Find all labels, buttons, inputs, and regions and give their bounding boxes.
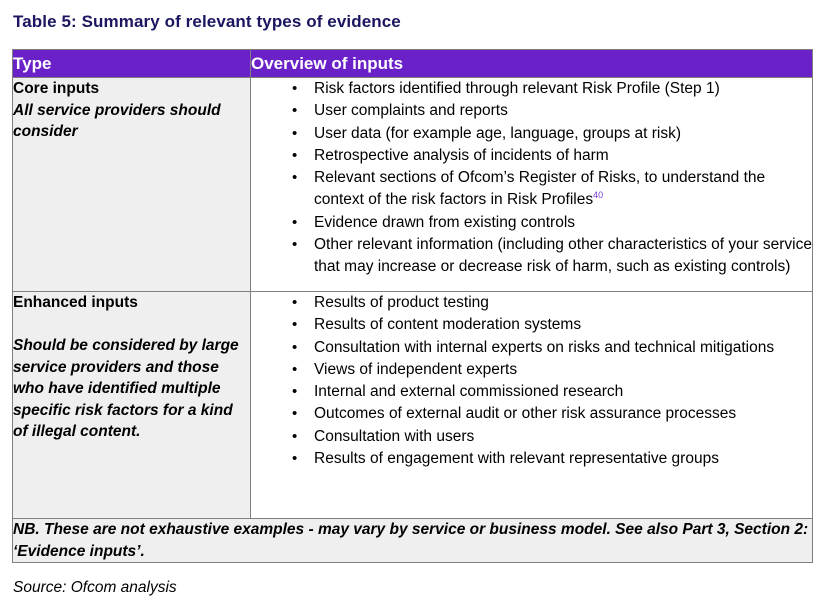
inputs-cell-core xyxy=(251,78,813,292)
header-type: Type xyxy=(13,50,251,78)
list-item: • Risk factors identified through relevant Risk Profile (Step 1) xyxy=(251,78,812,100)
table-row-note xyxy=(13,519,813,563)
list-item: • Consultation with users xyxy=(251,426,812,448)
list-item: • Results of product testing xyxy=(251,292,812,314)
list-item: • Retrospective analysis of incidents of harm xyxy=(251,145,812,167)
table-title: Table 5: Summary of relevant types of evidence xyxy=(13,12,401,31)
list-item: • Consultation with internal experts on risks and technical mitigations xyxy=(251,337,812,359)
header-overview: Overview of inputs xyxy=(251,50,813,78)
table-header-row xyxy=(13,50,813,78)
list-item: • Outcomes of external audit or other risk assurance processes xyxy=(251,403,812,425)
table-note: NB. These are not exhaustive examples - may vary by service or business model. See also Part 3, Section 2: ‘Evidence inputs’. xyxy=(13,519,813,563)
list-item: • Views of independent experts xyxy=(251,359,812,381)
footnote-ref[interactable]: 40 xyxy=(593,190,604,201)
row-name: Enhanced inputs xyxy=(13,294,138,311)
table-row-enhanced-inputs xyxy=(13,292,813,519)
evidence-table xyxy=(12,49,813,563)
list-item: • Evidence drawn from existing controls xyxy=(251,212,812,234)
list-item: • Results of engagement with relevant representative groups xyxy=(251,448,812,470)
list-item: • Relevant sections of Ofcom’s Register of Risks, to understand the context of the risk factors in Risk Profiles$^{40}$ xyxy=(251,167,812,212)
list-item: • Results of content moderation systems xyxy=(251,314,812,336)
row-description: All service providers should consider xyxy=(13,101,221,140)
source-caption: Source: Ofcom analysis xyxy=(13,579,177,596)
enhanced-input-list xyxy=(251,292,812,470)
type-cell-core xyxy=(13,78,251,292)
list-item: • User complaints and reports xyxy=(251,100,812,122)
inputs-cell-enhanced xyxy=(251,292,813,519)
list-item: • User data (for example age, language, groups at risk) xyxy=(251,123,812,145)
row-name: Core inputs xyxy=(13,80,100,97)
table-row-core-inputs xyxy=(13,78,813,292)
list-item: • Internal and external commissioned research xyxy=(251,381,812,403)
core-input-list xyxy=(251,78,812,279)
row-description: Should be considered by large service providers and those who have identified multiple specific risk factors for a kind of illegal content. xyxy=(13,337,239,440)
type-cell-enhanced xyxy=(13,292,251,519)
list-item: • Other relevant information (including other characteristics of your service that may increase or decrease risk of harm, such as existing controls) xyxy=(251,234,812,279)
